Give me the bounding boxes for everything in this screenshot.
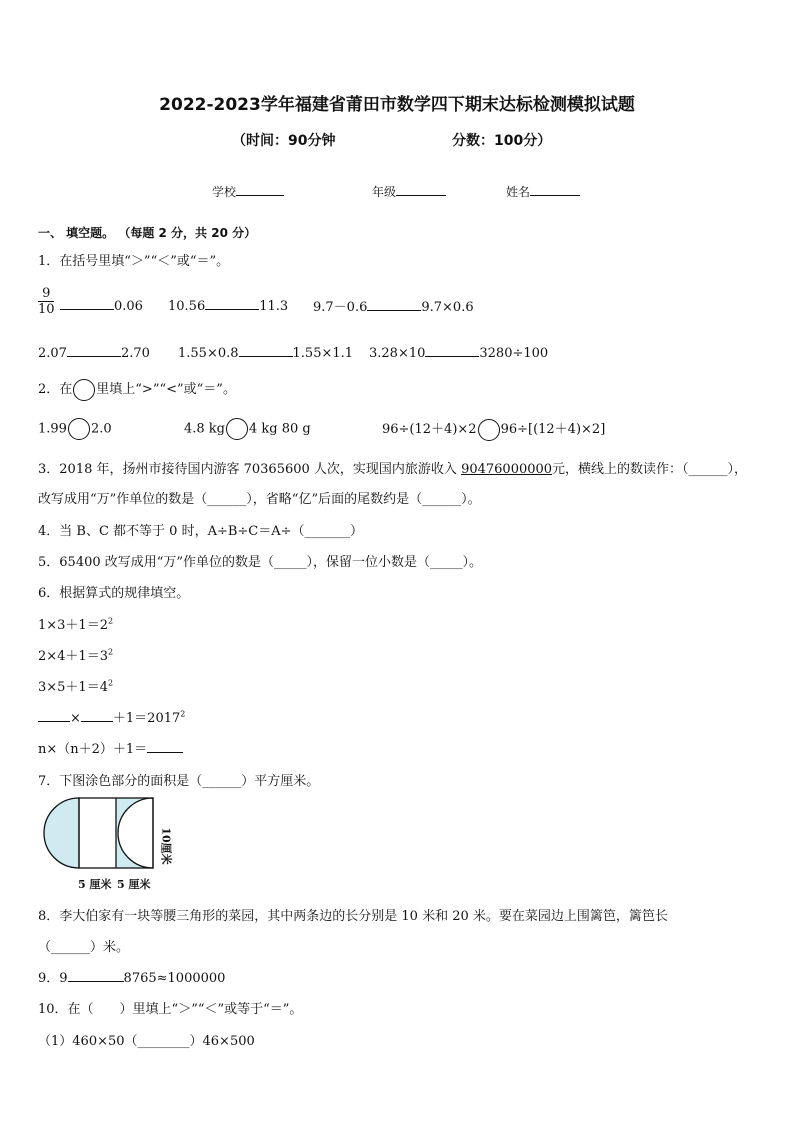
time-label: （时间：90分钟 xyxy=(232,133,336,149)
answer-blank[interactable] xyxy=(239,343,293,357)
q8-line-2: （______）米。 xyxy=(38,940,130,955)
q6-l1-text: 1×3＋1＝2 xyxy=(38,618,108,633)
q2-b-right: 4 kg 80 g xyxy=(249,421,311,437)
q1-item-1a xyxy=(60,296,143,314)
q6-line-5 xyxy=(38,738,183,757)
q2-item-a xyxy=(38,418,112,440)
q1-1c-right: 9.7×0.6 xyxy=(421,300,474,315)
q1-2c-right: 3280÷100 xyxy=(479,346,549,361)
q2-c-right: 96÷[(12＋4)×2] xyxy=(500,422,606,437)
name-field[interactable] xyxy=(506,182,580,200)
q6-stem: 6．根据算式的规律填空。 xyxy=(38,586,190,601)
answer-circle[interactable] xyxy=(478,419,500,441)
superscript: 2 xyxy=(180,709,186,719)
q1-item-1b xyxy=(168,296,288,314)
school-field[interactable] xyxy=(212,182,284,200)
fraction-denominator: 10 xyxy=(38,302,55,317)
q3-line1-pre: 3．2018 年，扬州市接待国内游客 70365600 人次，实现国内旅游收入 xyxy=(38,462,462,477)
q1-item-1c xyxy=(313,296,474,315)
superscript: 2 xyxy=(107,678,114,688)
q1-2b-right: 1.55×1.1 xyxy=(292,346,354,361)
q2-item-c xyxy=(382,418,605,441)
q1-fraction xyxy=(38,286,55,317)
answer-blank[interactable] xyxy=(67,343,121,357)
q3-line-2: 改写成用“万”作单位的数是（______），省略“亿”后面的尾数约是（______）。 xyxy=(38,492,481,507)
q2-a-left: 1.99 xyxy=(38,421,67,437)
q2-stem-pre: 2．在 xyxy=(38,382,73,397)
superscript: 2 xyxy=(107,647,114,657)
answer-blank[interactable] xyxy=(60,296,114,310)
q5-text: 5．65400 改写成用“万”作单位的数是（_____），保留一位小数是（_____）。 xyxy=(38,555,483,570)
q6-line-4 xyxy=(38,707,185,726)
q1-1b-right: 11.3 xyxy=(259,299,289,314)
q6-line-2 xyxy=(38,645,113,664)
answer-circle[interactable] xyxy=(226,418,248,440)
q6-line-3 xyxy=(38,676,113,695)
q2-a-right: 2.0 xyxy=(90,421,112,437)
q1-2a-right: 2.70 xyxy=(120,346,150,361)
q1-item-2a xyxy=(38,343,150,361)
answer-blank[interactable] xyxy=(425,343,479,357)
q3-line1-post: 元，横线上的数读作：（______）， xyxy=(552,462,748,477)
q7-bottom-label-2: 5 厘米 xyxy=(117,878,151,891)
q6-l4-end: ＋1＝2017 xyxy=(112,711,181,726)
circle-blank-icon xyxy=(73,379,95,401)
q2-stem xyxy=(38,378,236,401)
q1-2b-left: 1.55×0.8 xyxy=(178,346,239,361)
q1-1c-left: 9.7－0.6 xyxy=(313,300,368,315)
q7-bottom-label-1: 5 厘米 xyxy=(78,878,112,891)
q2-stem-post: 里填上“>”“<”或“＝”。 xyxy=(96,382,236,397)
left-semicircle-shaded xyxy=(44,798,79,868)
q1-2a-left: 2.07 xyxy=(38,346,67,361)
q1-1a-right: 0.06 xyxy=(114,299,143,314)
q8-line-1: 8．李大伯家有一块等腰三角形的菜园，其中两条边的长分别是 10 米和 20 米。要在菜园边上围篱笆，篱笆长 xyxy=(38,909,668,924)
page-title: 2022-2023学年福建省莆田市数学四下期末达标检测模拟试题 xyxy=(159,95,635,115)
q1-2c-left: 3.28×10 xyxy=(369,346,426,361)
grade-label: 年级 xyxy=(372,185,397,199)
q10-sub-1: （1）460×50（________）46×500 xyxy=(38,1034,255,1049)
answer-blank[interactable] xyxy=(205,296,259,310)
answer-blank[interactable] xyxy=(367,297,421,311)
q9-text xyxy=(38,967,225,986)
answer-blank[interactable] xyxy=(38,708,70,722)
answer-circle[interactable] xyxy=(68,418,90,440)
q2-c-left: 96÷(12＋4)×2 xyxy=(382,422,477,437)
q1-item-2c xyxy=(369,343,548,361)
q9-pre: 9．9 xyxy=(38,971,68,986)
q3-line-1 xyxy=(38,458,747,477)
section-heading: 一、 填空题。 （每题 2 分，共 20 分） xyxy=(38,226,257,240)
q2-item-b xyxy=(184,418,311,440)
q1-stem: 1．在括号里填“＞”“＜”或“＝”。 xyxy=(38,254,230,269)
q6-times: × xyxy=(70,711,81,726)
q4-text: 4．当 B、C 都不等于 0 时，A÷B÷C＝A÷（_______） xyxy=(38,524,364,539)
q6-l3-text: 3×5＋1＝4 xyxy=(38,680,108,695)
q10-stem: 10．在（ ）里填上“＞”“＜”或等于“＝”。 xyxy=(38,1002,303,1017)
q6-line-1 xyxy=(38,614,113,633)
grade-field[interactable] xyxy=(372,182,446,200)
q6-l2-text: 2×4＋1＝3 xyxy=(38,649,108,664)
q7-side-label: 10厘米 xyxy=(159,827,173,865)
q1-1b-left: 10.56 xyxy=(168,299,206,314)
answer-blank[interactable] xyxy=(81,708,113,722)
q9-post: 8765≈1000000 xyxy=(123,971,226,986)
superscript: 2 xyxy=(107,616,114,626)
q6-l5-text: n×（n＋2）＋1＝ xyxy=(38,742,148,757)
q3-underlined-number: 90476000000 xyxy=(461,462,553,477)
score-label: 分数：100分） xyxy=(452,133,552,149)
q7-stem: 7．下图涂色部分的面积是（______）平方厘米。 xyxy=(38,774,320,789)
fraction-numerator: 9 xyxy=(42,286,51,301)
name-label: 姓名 xyxy=(506,185,531,199)
answer-blank[interactable] xyxy=(68,968,124,982)
answer-blank[interactable] xyxy=(147,739,183,753)
q1-item-2b xyxy=(178,343,353,361)
school-label: 学校 xyxy=(212,185,237,199)
q2-b-left: 4.8 kg xyxy=(184,421,226,437)
